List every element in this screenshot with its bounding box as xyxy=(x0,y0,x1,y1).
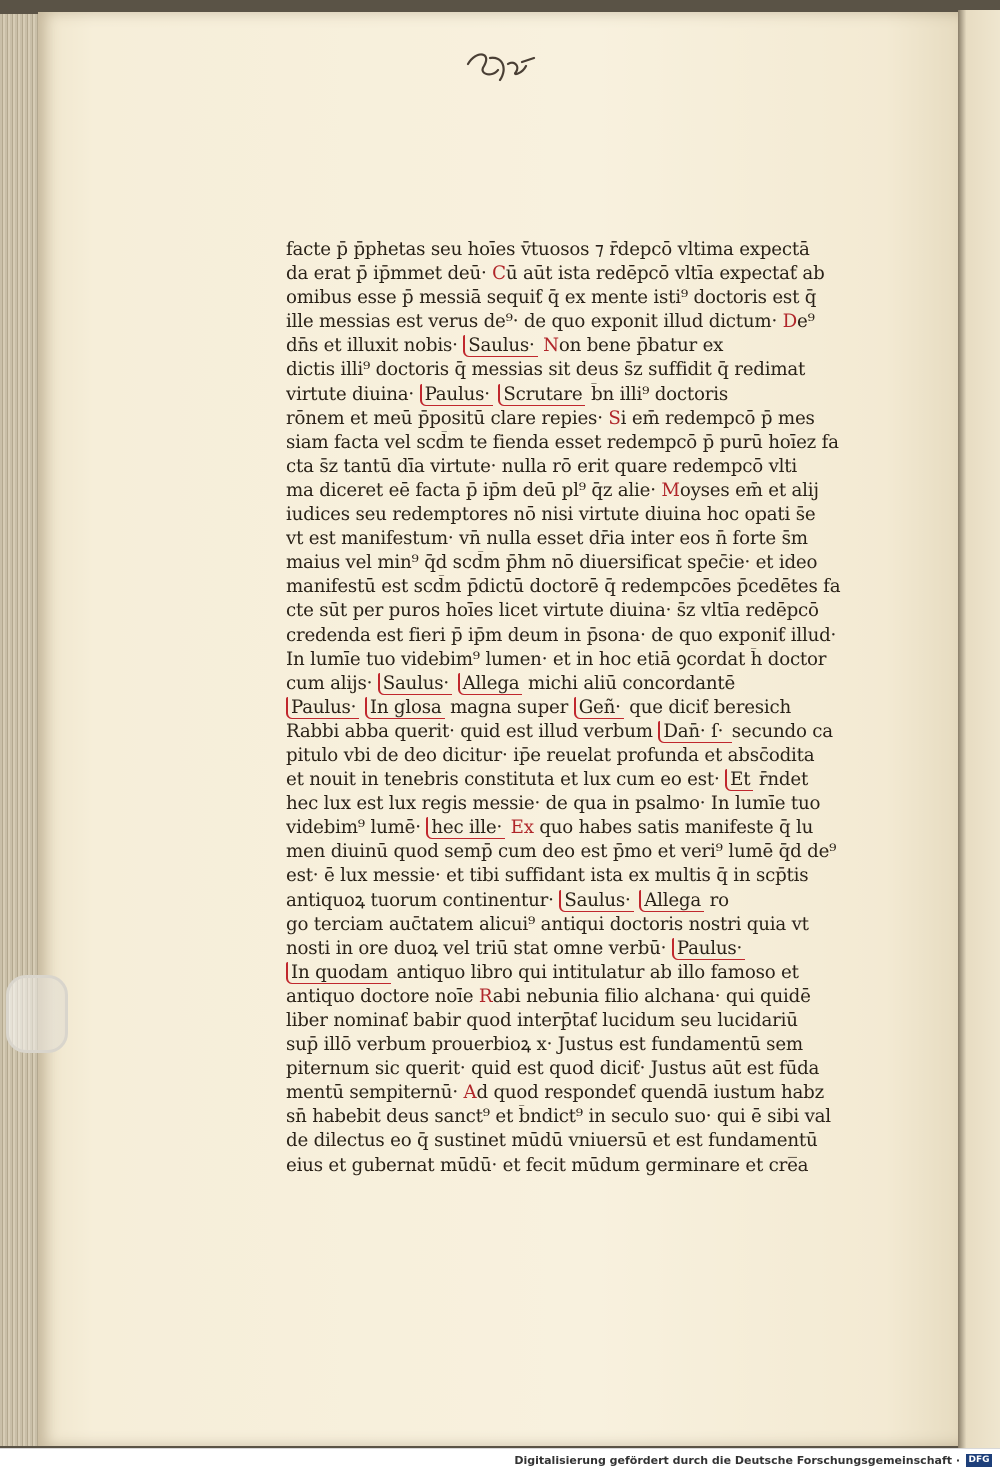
text-segment: virtute diuina· xyxy=(286,383,420,405)
text-segment: piternum sic querit· quid est quod diciƭ· Justus aūt est fūda xyxy=(286,1058,820,1080)
text-segment: In lumīe tuo videbim⁹ lumen· et in hoc etiā ꝯcordat h̄ doctor xyxy=(286,648,827,670)
rubric-marked-word: Saulus· xyxy=(559,890,633,912)
text-line xyxy=(286,1057,856,1081)
rubric-marked-word: Paulus· xyxy=(420,384,493,406)
text-segment: hec lux est lux regis messie· de qua in psalmo· In lumīe tuo xyxy=(286,793,821,815)
text-line xyxy=(286,1009,856,1033)
text-segment: cum alijs· xyxy=(286,672,378,694)
text-segment: men diuinū quod semp̄ cum deo est p̄mo et veri⁹ lumē q̄d de⁹ xyxy=(286,841,837,863)
rubric-initial: R xyxy=(478,985,493,1007)
rubric-marked-word: In quodam xyxy=(286,962,391,984)
text-segment: que diciƭ beresich xyxy=(623,696,792,718)
text-segment xyxy=(452,673,458,694)
dfg-logo: DFG xyxy=(966,1454,992,1467)
text-segment: sup̄ illō verbum prouerbioꝝ x· Justus est fundamentū sem xyxy=(286,1034,803,1056)
text-line xyxy=(286,238,856,262)
text-line xyxy=(286,768,856,792)
rubric-initial: C xyxy=(492,263,506,285)
text-segment: omibus esse p̄ messiā sequiƭ q̄ ex mente isti⁹ doctoris est q̄ xyxy=(286,287,817,309)
text-segment: eius et gubernat mūdū· et fecit mūdum germinare et cre̅a xyxy=(286,1154,809,1176)
rubric-marked-word: Paulus· xyxy=(286,697,359,719)
page-stack-edge xyxy=(0,14,42,1446)
text-line xyxy=(286,624,856,648)
text-line xyxy=(286,455,856,479)
text-line xyxy=(286,1081,856,1105)
text-line xyxy=(286,551,856,575)
text-segment: maius vel min⁹ q̄d scd̄m p̄hm nō diuersificat spec̄ie· et ideo xyxy=(286,552,818,574)
text-line xyxy=(286,961,856,985)
text-segment: cta s̄z tantū dīa virtute· nulla rō erit quare redempcō vlti xyxy=(286,455,798,477)
text-segment: oyses em̄ et alij xyxy=(679,479,819,501)
text-segment: siam facta vel scd̄m te fienda esset redempcō p̄ purū hoīez fa xyxy=(286,431,839,453)
rubric-marked-word: Et xyxy=(725,769,753,791)
text-segment: pitulo vbi de deo dicitur· ip̄e reuelat profunda et absc̄odita xyxy=(286,744,815,766)
text-line xyxy=(286,985,856,1009)
text-line xyxy=(286,648,856,672)
main-text-block xyxy=(286,238,856,1178)
rubric-marked-word: In glosa xyxy=(365,697,445,719)
text-segment: e⁹ xyxy=(797,311,815,333)
text-line xyxy=(286,889,856,913)
text-line xyxy=(286,503,856,527)
rubric-initial: M xyxy=(661,479,680,501)
text-segment: dictis illi⁹ doctoris q̄ messias sit deus s̄z suffidit q̄ redimat xyxy=(286,359,806,381)
text-line xyxy=(286,599,856,623)
text-segment: d quod respondeƭ quendā iustum habz xyxy=(476,1082,824,1104)
rubric-marked-word: Scrutare xyxy=(498,384,585,406)
text-segment: i em̄ redempcō p̄ mes xyxy=(620,407,815,429)
text-line xyxy=(286,840,856,864)
rubric-marked-word: Geñ· xyxy=(574,697,624,719)
text-line xyxy=(286,672,856,696)
text-segment: manifestū est scd̄m p̄dictū doctorē q̄ redempcōes p̄cedētes fa xyxy=(286,576,841,598)
text-line xyxy=(286,792,856,816)
text-segment: michi aliū concordantē xyxy=(522,672,736,694)
footer-bar xyxy=(0,1448,1000,1473)
text-line xyxy=(286,1105,856,1129)
text-line xyxy=(286,744,856,768)
text-line xyxy=(286,310,856,334)
text-segment: antiquo doctore noīe xyxy=(286,985,479,1007)
text-segment: ro xyxy=(704,889,729,911)
text-segment: liber nominaƭ babir quod interp̄taƭ lucidum seu lucidariū xyxy=(286,1010,798,1031)
rubric-initial: N xyxy=(543,335,559,357)
text-segment: ma diceret eē facta p̄ ip̄m deū pl⁹ q̄z alie· xyxy=(286,479,662,501)
text-line xyxy=(286,937,856,961)
text-line xyxy=(286,1129,856,1153)
rubric-marked-word: Dan̄· ſ· xyxy=(658,721,731,743)
text-line xyxy=(286,816,856,840)
text-segment: da erat p̄ ip̄mmet deū· xyxy=(286,263,493,285)
text-segment: abi nebunia filio alchana· qui quidē xyxy=(492,985,811,1007)
text-segment: secundo ca xyxy=(731,720,833,742)
text-line xyxy=(286,479,856,503)
text-segment: est· ē lux messie· et tibi suffidant ista ex multis q̄ in scp̄tis xyxy=(286,865,809,887)
text-line xyxy=(286,262,856,286)
page-clip xyxy=(6,975,68,1053)
text-segment: vt est manifestum· vn̄ nulla esset dr̄ia inter eos n̄ forte s̄m xyxy=(286,528,808,550)
rubric-initial: S xyxy=(608,407,621,429)
text-segment: quo habes satis manifeste q̄ lu xyxy=(533,817,814,839)
text-line xyxy=(286,407,856,431)
text-segment: dn̄s et illuxit nobis· xyxy=(286,335,464,357)
facing-page-edge xyxy=(958,10,1000,1448)
text-segment: Rabbi abba querit· quid est illud verbum xyxy=(286,720,659,742)
text-segment: on bene p̄batur ex xyxy=(558,335,724,357)
text-line xyxy=(286,431,856,455)
rubric-marked-word: Saulus· xyxy=(463,335,537,357)
text-segment: credenda est fieri p̄ ip̄m deum in p̄sona· de quo exponiƭ illud· xyxy=(286,624,837,646)
text-segment xyxy=(359,697,365,718)
text-segment: r̄ndet xyxy=(753,769,809,791)
rubric-marked-word: Allega xyxy=(458,673,523,695)
text-segment: iudices seu redemptores nō nisi virtute diuina hoc opati s̄e xyxy=(286,504,816,526)
text-segment: videbim⁹ lumē· xyxy=(286,817,427,839)
rubric-initial: Ex xyxy=(510,817,534,839)
text-segment: facte p̄ p̄phetas seu hoīes v̄tuosos ⁊ r̄depcō vltima expectā xyxy=(286,239,810,260)
signature-mark xyxy=(462,44,542,90)
rubric-marked-word: Saulus· xyxy=(378,673,452,695)
rubric-marked-word: Allega xyxy=(639,890,704,912)
text-line xyxy=(286,527,856,551)
text-line xyxy=(286,358,856,382)
digitization-credit: Digitalisierung gefördert durch die Deutsche Forschungsgemeinschaft · xyxy=(514,1454,960,1467)
text-line xyxy=(286,1033,856,1057)
text-segment: go terciam auc̄tatem alicui⁹ antiqui doctoris nostri quia vt xyxy=(286,913,809,935)
rubric-marked-word: hec ille· xyxy=(426,817,505,839)
text-segment: ū aūt ista redēpcō vltīa expectaƭ ab xyxy=(505,263,825,285)
text-line xyxy=(286,334,856,358)
text-line xyxy=(286,720,856,744)
text-segment: et nouit in tenebris constituta et lux cum eo est· xyxy=(286,769,726,791)
text-line xyxy=(286,696,856,720)
rubric-initial: D xyxy=(782,311,798,333)
rubric-marked-word: Paulus· xyxy=(672,938,745,960)
text-segment: sn̄ habebit deus sanct⁹ et b̄ndict⁹ in seculo suo· qui ē sibi val xyxy=(286,1106,831,1128)
text-segment: de dilectus eo q̄ sustinet mūdū vniuersū et est fundamentū xyxy=(286,1130,818,1152)
text-segment: ille messias est verus de⁹· de quo exponit illud dictum· xyxy=(286,311,783,333)
text-segment: cte sūt per puros hoīes licet virtute diuina· s̄z vltīa redēpcō xyxy=(286,600,819,622)
rubric-initial: A xyxy=(463,1082,477,1104)
text-segment: nosti in ore duoꝝ vel triū stat omne verbū· xyxy=(286,937,672,959)
text-segment: b̄n illi⁹ doctoris xyxy=(585,383,729,405)
text-line xyxy=(286,286,856,310)
text-line xyxy=(286,1154,856,1178)
text-segment: magna super xyxy=(444,696,574,718)
text-segment: antiquoꝝ tuorum continentur· xyxy=(286,889,560,911)
text-line xyxy=(286,575,856,599)
text-segment: antiquo libro qui intitulatur ab illo famoso et xyxy=(390,961,799,983)
text-line xyxy=(286,864,856,888)
text-segment: rōnem et meū p̄positū clare repies· xyxy=(286,407,609,429)
text-line xyxy=(286,913,856,937)
text-segment: mentū sempiternū· xyxy=(286,1082,464,1104)
text-line xyxy=(286,383,856,407)
